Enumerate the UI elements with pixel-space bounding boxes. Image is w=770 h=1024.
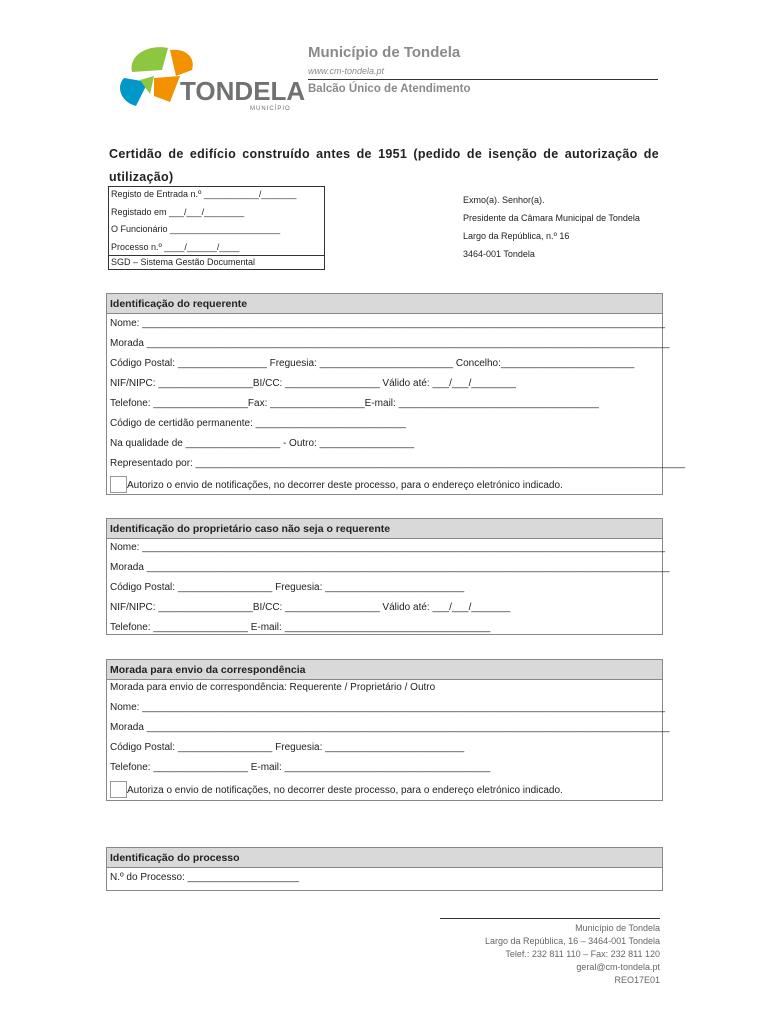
address-line-3: 3464-001 Tondela bbox=[463, 249, 535, 259]
address-greeting: Exmo(a). Senhor(a). bbox=[463, 195, 545, 205]
applicant-address-field[interactable]: Morada ______________________________________________________________________________________________ bbox=[110, 338, 670, 349]
applicant-represented-field[interactable]: Representado por: ________________________________________________________________________________________ bbox=[110, 458, 686, 469]
footer-divider bbox=[440, 918, 660, 919]
section-process-title: Identificação do processo bbox=[107, 848, 662, 868]
logo-wordmark: TONDELA bbox=[180, 76, 306, 106]
municipality-logo bbox=[110, 40, 310, 115]
footer-phone: Telef.: 232 811 110 – Fax: 232 811 120 bbox=[505, 949, 660, 959]
owner-name-field[interactable]: Nome: ______________________________________________________________________________________________ bbox=[110, 542, 666, 553]
registry-entry-number[interactable]: Registo de Entrada n.º ___________/_______ bbox=[111, 189, 297, 199]
footer-form-code: REO17E01 bbox=[614, 975, 660, 985]
header-divider bbox=[308, 79, 658, 80]
municipality-title: Município de Tondela bbox=[308, 44, 461, 61]
section-owner-title: Identificação do proprietário caso não seja o requerente bbox=[107, 519, 662, 539]
service-subtitle: Balcão Único de Atendimento bbox=[308, 83, 471, 95]
logo-subtext: MUNICÍPIO bbox=[250, 106, 291, 112]
footer-address: Largo da República, 16 – 3464-001 Tondela bbox=[485, 936, 660, 946]
owner-nif-field[interactable]: NIF/NIPC: _________________BI/CC: _________________ Válido até: ___/___/_______ bbox=[110, 602, 511, 613]
applicant-notify-checkbox[interactable] bbox=[110, 476, 127, 493]
section-applicant-title: Identificação do requerente bbox=[107, 294, 662, 314]
owner-phone-field[interactable]: Telefone: _________________ E-mail: _____________________________________ bbox=[110, 622, 491, 633]
registry-box bbox=[108, 186, 325, 270]
applicant-capacity-field[interactable]: Na qualidade de _________________ - Outro: _________________ bbox=[110, 438, 415, 449]
registry-process-number[interactable]: Processo n.º ____/______/____ bbox=[111, 242, 240, 252]
correspondence-options[interactable]: Morada para envio de correspondência: Requerente / Proprietário / Outro bbox=[110, 682, 436, 693]
process-number-field[interactable]: N.º do Processo: ____________________ bbox=[110, 872, 299, 883]
owner-postal-field[interactable]: Código Postal: _________________ Freguesia: _________________________ bbox=[110, 582, 465, 593]
municipality-url[interactable]: www.cm-tondela.pt bbox=[308, 66, 385, 76]
correspondence-notify-checkbox[interactable] bbox=[110, 781, 127, 798]
correspondence-notify-label: Autoriza o envio de notificações, no decorrer deste processo, para o endereço eletrónico indicado. bbox=[127, 785, 563, 796]
registry-date[interactable]: Registado em ___/___/________ bbox=[111, 207, 245, 217]
footer-municipality: Município de Tondela bbox=[575, 923, 660, 933]
footer-email[interactable]: geral@cm-tondela.pt bbox=[576, 962, 660, 972]
registry-clerk[interactable]: O Funcionário ______________________ bbox=[111, 224, 281, 234]
correspondence-name-field[interactable]: Nome: ______________________________________________________________________________________________ bbox=[110, 702, 666, 713]
section-applicant bbox=[106, 293, 686, 495]
applicant-name-field[interactable]: Nome: ______________________________________________________________________________________________ bbox=[110, 318, 666, 329]
section-correspondence bbox=[106, 659, 670, 801]
section-process bbox=[106, 847, 663, 891]
applicant-postal-field[interactable]: Código Postal: ________________ Freguesia: ________________________ Concelho:________________________ bbox=[110, 358, 635, 369]
correspondence-postal-field[interactable]: Código Postal: _________________ Freguesia: _________________________ bbox=[110, 742, 465, 753]
correspondence-address-field[interactable]: Morada ______________________________________________________________________________________________ bbox=[110, 722, 670, 733]
document-title: Certidão de edifício construído antes de 1951 (pedido de isenção de autorização de utilização) bbox=[109, 147, 659, 184]
applicant-phone-field[interactable]: Telefone: _________________Fax: _________________E-mail: ____________________________________ bbox=[110, 398, 599, 409]
address-line-2: Largo da República, n.º 16 bbox=[463, 231, 570, 241]
owner-address-field[interactable]: Morada ______________________________________________________________________________________________ bbox=[110, 562, 670, 573]
applicant-nif-field[interactable]: NIF/NIPC: _________________BI/CC: _________________ Válido até: ___/___/________ bbox=[110, 378, 516, 389]
address-line-1: Presidente da Câmara Municipal de Tondela bbox=[463, 213, 640, 223]
registry-sgd-label: SGD – Sistema Gestão Documental bbox=[109, 255, 324, 268]
applicant-notify-label: Autorizo o envio de notificações, no decorrer deste processo, para o endereço eletrónico indicado. bbox=[127, 480, 563, 491]
applicant-certificate-code-field[interactable]: Código de certidão permanente: ___________________________ bbox=[110, 418, 406, 429]
section-correspondence-title: Morada para envio da correspondência bbox=[107, 660, 662, 680]
section-owner bbox=[106, 518, 670, 635]
correspondence-phone-field[interactable]: Telefone: _________________ E-mail: _____________________________________ bbox=[110, 762, 491, 773]
